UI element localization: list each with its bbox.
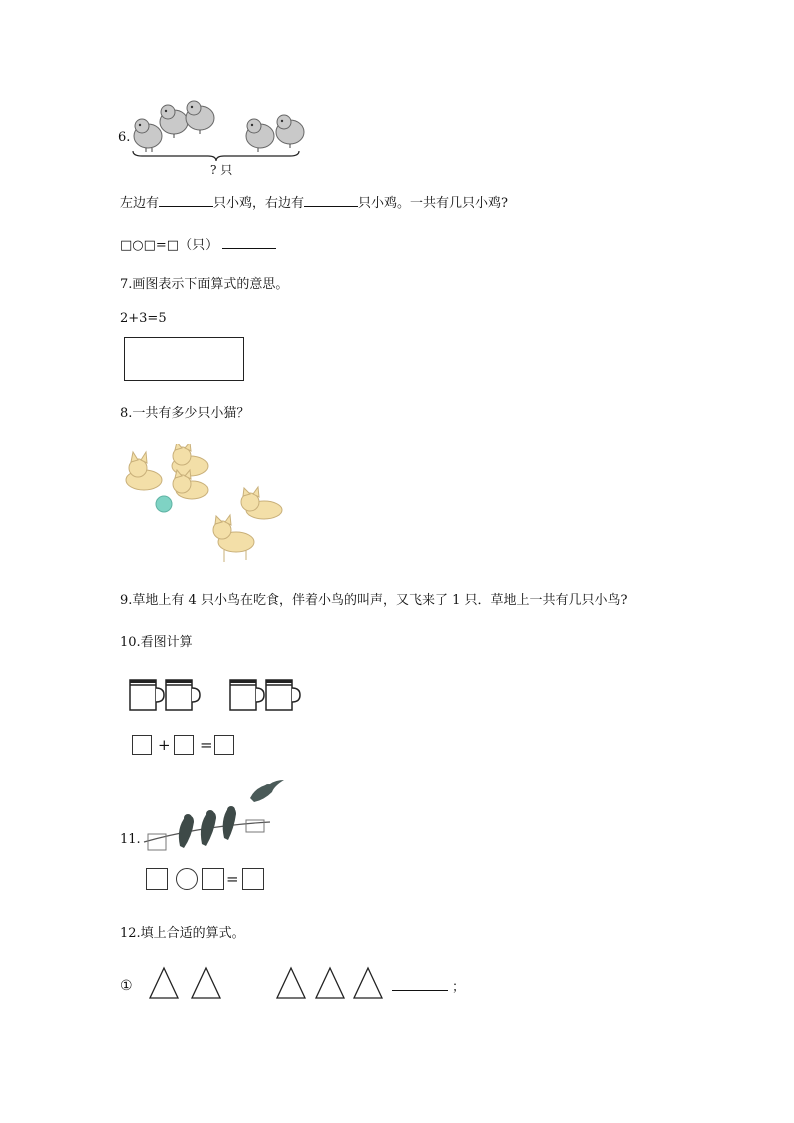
perched-bird-icon [179, 814, 194, 848]
triangle-icon [354, 968, 382, 998]
triangles-illustration [148, 966, 388, 1000]
q6-equation-row [120, 236, 276, 254]
cup-icon [130, 680, 164, 710]
q9-title: 9.草地上有 4 只小鸟在吃食，伴着小鸟的叫声，又飞来了 1 只．草地上一共有几只小鸟? [120, 593, 628, 608]
cup-icon [166, 680, 200, 710]
cup-icon [266, 680, 300, 710]
q6-left-count-blank[interactable] [159, 194, 213, 207]
triangle-icon [277, 968, 305, 998]
q10-box-a[interactable] [132, 735, 152, 755]
q11-box-c[interactable] [242, 868, 264, 890]
q6-right-count-blank[interactable] [304, 194, 358, 207]
q11-equals: = [226, 870, 239, 888]
cup-icon [230, 680, 264, 710]
chick-group-right-icon [244, 112, 308, 152]
q7-drawing-box[interactable] [124, 337, 244, 381]
q10-equals: = [200, 736, 213, 754]
q12-marker: ① [120, 978, 133, 994]
q11-box-a[interactable] [146, 868, 168, 890]
q6-answer-blank[interactable] [222, 236, 276, 249]
q12-end: ； [452, 980, 466, 995]
q12-answer-row [392, 978, 465, 996]
perched-bird-icon [223, 806, 236, 840]
q10-plus: + [158, 736, 171, 754]
birds-illustration [140, 776, 286, 858]
flying-bird-icon [250, 780, 284, 802]
q6-sentence [120, 194, 508, 212]
q6-number: 6. [118, 130, 131, 145]
brace-icon [132, 150, 300, 162]
kitten-icon [241, 487, 282, 519]
triangle-icon [150, 968, 178, 998]
q6-equation[interactable]: □○□=□（只） [120, 238, 219, 253]
q10-title: 10.看图计算 [120, 635, 193, 650]
q11-number: 11. [120, 832, 141, 847]
q6-sentence-a: 左边有 [120, 196, 160, 211]
q8-title: 8.一共有多少只小猫？ [120, 406, 250, 421]
q12-title: 12.填上合适的算式。 [120, 926, 245, 941]
q10-box-c[interactable] [214, 735, 234, 755]
q12-answer-blank[interactable] [392, 978, 448, 991]
q11-box-b[interactable] [202, 868, 224, 890]
kittens-illustration [120, 444, 292, 566]
post-icon [246, 820, 264, 832]
kitten-icon [213, 515, 254, 562]
q10-box-b[interactable] [174, 735, 194, 755]
chick-group-left-icon [132, 98, 222, 152]
triangle-icon [316, 968, 344, 998]
q6-sentence-c: 只小鸡。一共有几只小鸡? [358, 196, 509, 211]
q7-title: 7.画图表示下面算式的意思。 [120, 277, 289, 292]
q7-expression: 2+3=5 [120, 311, 167, 326]
triangle-icon [192, 968, 220, 998]
kitten-icon [126, 452, 162, 490]
q6-sentence-b: 只小鸡，右边有 [213, 196, 305, 211]
cups-illustration [126, 676, 302, 712]
q6-chicks-figure [118, 98, 308, 180]
q6-brace-label: ? 只 [210, 163, 233, 177]
q11-operator-circle[interactable] [176, 868, 198, 890]
perched-bird-icon [201, 810, 216, 846]
kitten-icon [173, 470, 208, 499]
yarn-ball-icon [156, 496, 172, 512]
